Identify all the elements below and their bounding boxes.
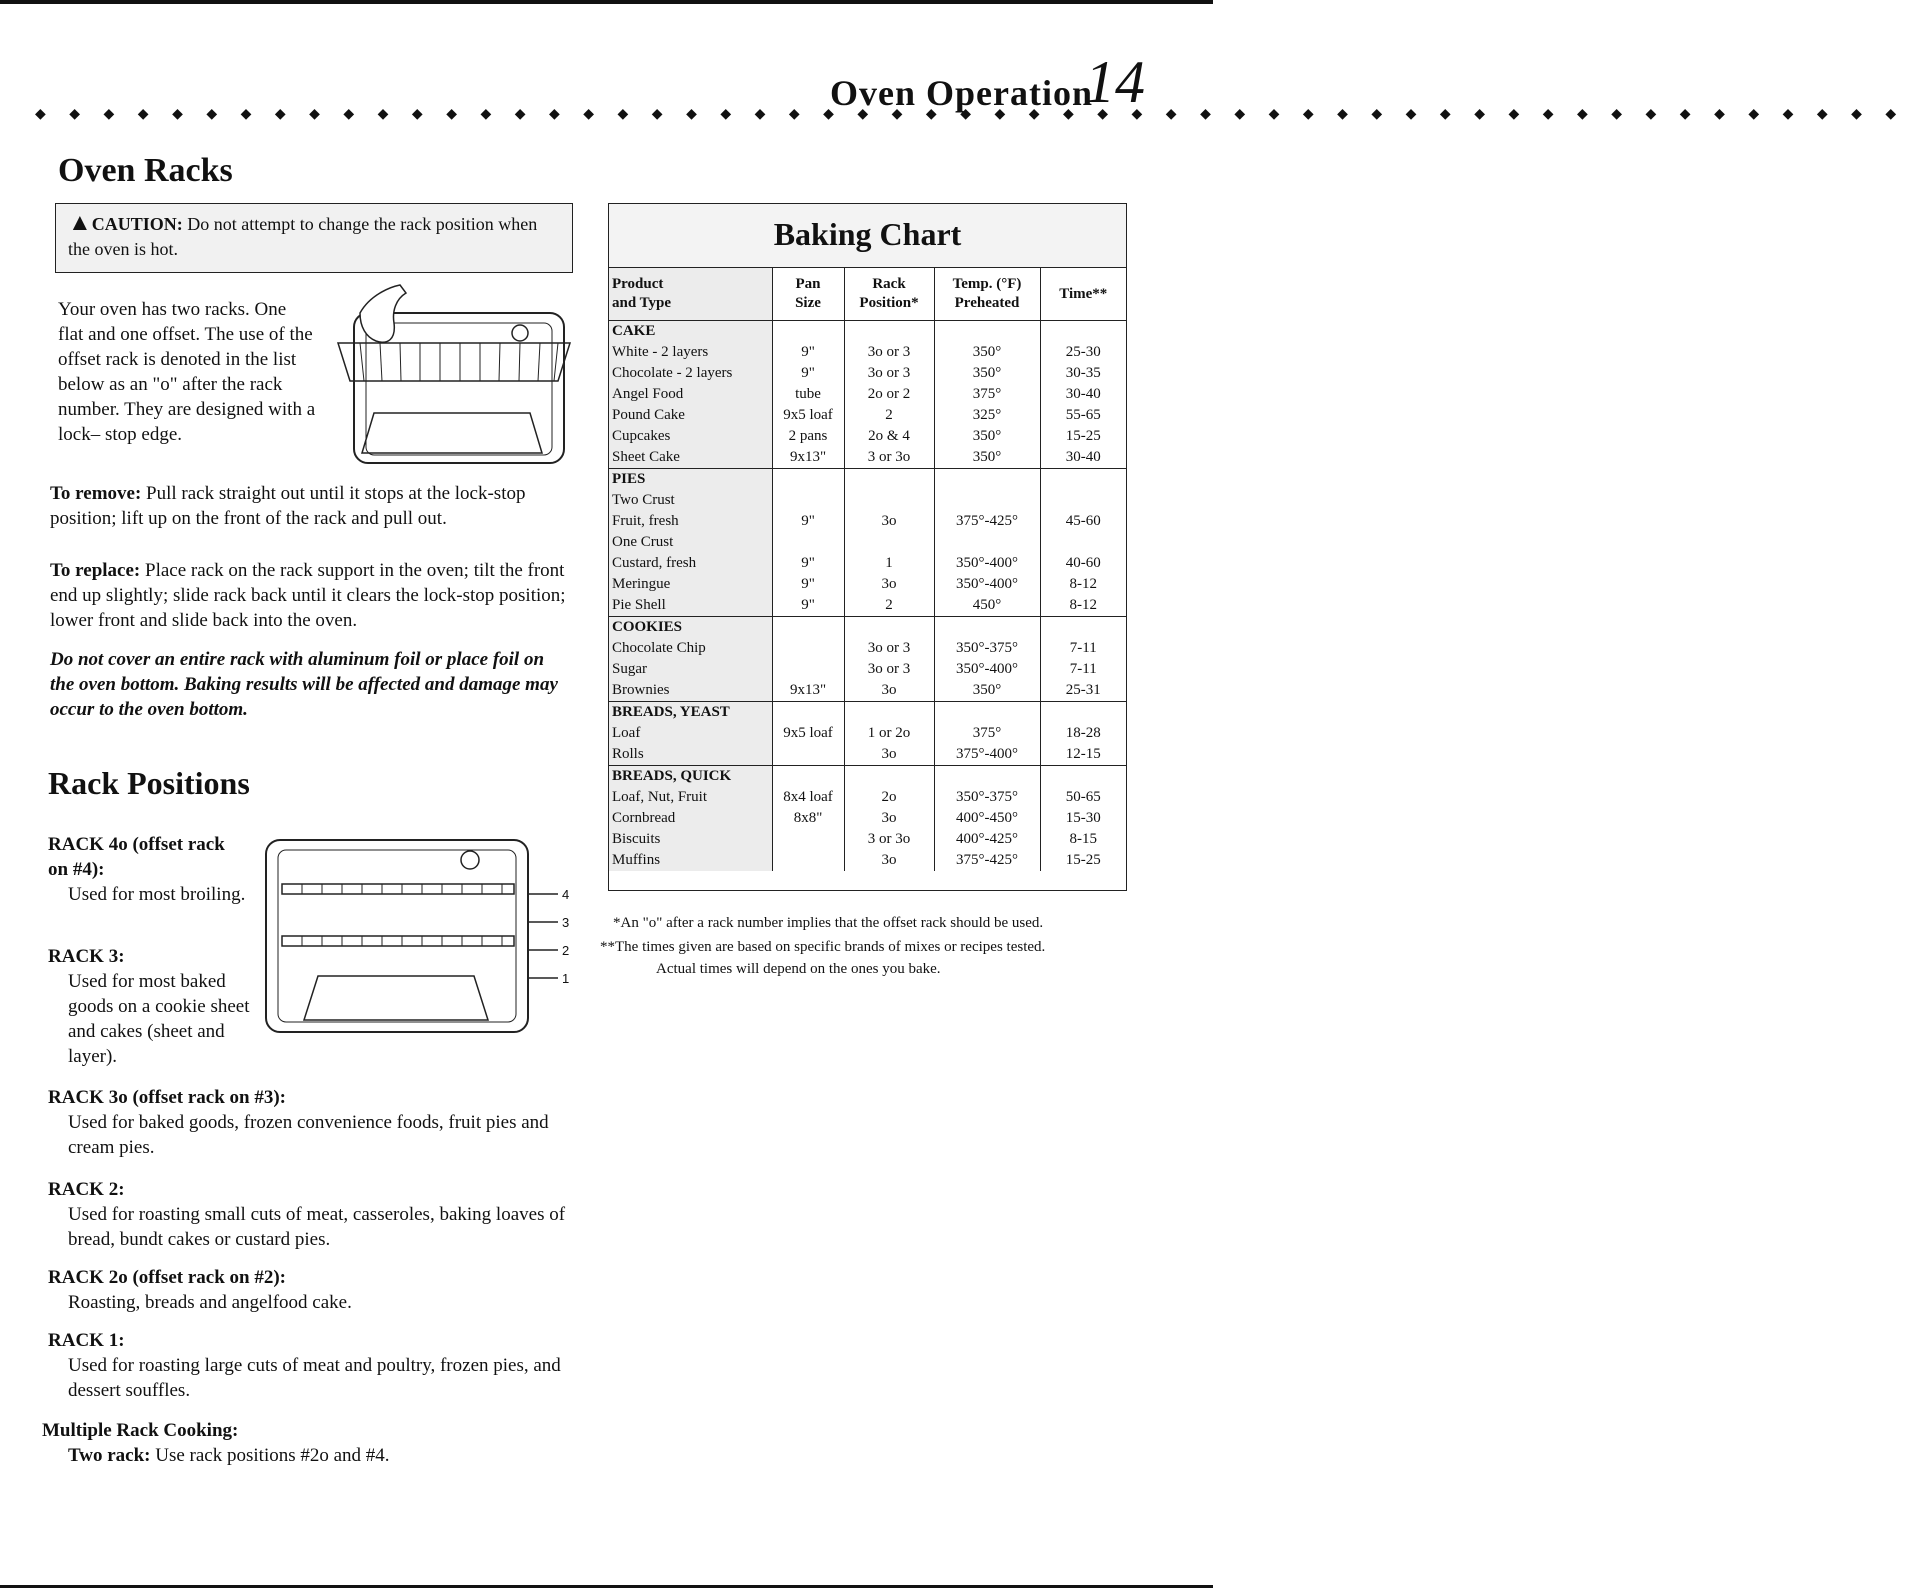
cell-product: Sugar [609,659,772,680]
cell-pan: 9" [772,511,844,532]
rack-positions-heading: Rack Positions [48,765,250,801]
cell-pan [772,321,844,343]
cell-product: Custard, fresh [609,553,772,574]
cell-product: Cornbread [609,808,772,829]
cell-product: Meringue [609,574,772,595]
page-header [35,49,1906,132]
cell-product: Cupcakes [609,426,772,447]
cell-product: Two Crust [609,490,772,511]
cell-rack: 3o or 3 [844,638,934,659]
cell-rack: 3o [844,511,934,532]
cell-temp: 350°-375° [934,787,1040,808]
col-product: Product and Type [609,268,772,321]
col-pan-size: Pan Size [772,268,844,321]
footnote-actual: Actual times will depend on the ones you bake. [656,961,941,977]
oven-racks-heading: Oven Racks [58,152,233,189]
footnote-offset: *An "o" after a rack number implies that the offset rack should be used. [613,915,1044,931]
replace-instructions [50,558,572,633]
cell-pan [772,532,844,553]
table-row [609,723,1126,744]
page-number: 14 [1085,49,1145,115]
cell-pan [772,490,844,511]
table-row [609,574,1126,595]
rack-1-title: RACK 1: [48,1330,125,1351]
cell-time: 55-65 [1040,405,1126,426]
cell-product: Pound Cake [609,405,772,426]
cell-temp: 350° [934,426,1040,447]
cell-rack: 3 or 3o [844,829,934,850]
cell-rack: 1 [844,553,934,574]
cell-pan [772,850,844,871]
cell-time: 30-40 [1040,447,1126,469]
rack-2o-entry [48,1265,568,1315]
cell-temp: 350°-400° [934,574,1040,595]
cell-pan: 9" [772,595,844,617]
cell-pan [772,702,844,724]
cell-rack: 3o [844,808,934,829]
cell-time [1040,532,1126,553]
cell-time [1040,766,1126,788]
cell-pan: 9" [772,342,844,363]
cell-rack [844,532,934,553]
cell-temp: 350° [934,363,1040,384]
cell-temp: 375°-425° [934,850,1040,871]
rack-3o-text: Used for baked goods, frozen convenience foods, fruit pies and cream pies. [68,1112,549,1158]
cell-pan [772,766,844,788]
cell-rack: 2 [844,595,934,617]
table-row [609,447,1126,469]
table-row [609,617,1126,639]
cell-temp: 350° [934,342,1040,363]
cell-rack: 1 or 2o [844,723,934,744]
table-row [609,321,1126,343]
cell-time: 50-65 [1040,787,1126,808]
replace-label: To replace: [50,560,141,581]
table-row [609,426,1126,447]
table-row [609,702,1126,724]
caution-text: Do not attempt to change the rack position when the oven is hot. [68,214,538,259]
two-rack-text: Use rack positions #2o and #4. [150,1445,390,1466]
cell-time: 8-12 [1040,574,1126,595]
remove-label: To remove: [50,483,142,504]
rack-3-text: Used for most baked goods on a cookie sheet and cakes (sheet and layer). [68,971,250,1067]
cell-temp [934,469,1040,491]
cell-temp: 400°-450° [934,808,1040,829]
cell-time: 25-31 [1040,680,1126,702]
cell-rack: 3o or 3 [844,363,934,384]
rack-label-3: 3 [562,915,570,930]
cell-pan [772,744,844,766]
rack-3o-entry [48,1085,568,1160]
cell-time [1040,702,1126,724]
rack-3o-title: RACK 3o (offset rack on #3): [48,1087,286,1108]
cell-rack: 3o or 3 [844,342,934,363]
table-row [609,384,1126,405]
rack-4o-entry [48,832,248,907]
cell-rack: 3 or 3o [844,447,934,469]
cell-rack: 3o or 3 [844,659,934,680]
table-row [609,850,1126,871]
rack-4o-title: RACK 4o (offset rack on #4): [48,834,225,880]
rack-label-2: 2 [562,943,570,958]
table-row [609,342,1126,363]
cell-rack [844,321,934,343]
cell-time: 15-25 [1040,426,1126,447]
cell-temp: 350°-400° [934,553,1040,574]
racks-intro: Your oven has two racks. One flat and one offset. The use of the offset rack is denoted in the list below as an "o" after the rack number. They are designed with a lock– stop edge. [58,299,316,445]
cell-temp [934,321,1040,343]
cell-temp: 375° [934,723,1040,744]
cell-pan: 9x13" [772,447,844,469]
table-row [609,638,1126,659]
baking-chart-title: Baking Chart [609,204,1126,268]
cell-rack [844,490,934,511]
cell-temp: 350°-375° [934,638,1040,659]
top-border [0,0,1213,4]
table-row [609,787,1126,808]
cell-time [1040,321,1126,343]
cell-product: BREADS, YEAST [609,702,772,724]
cell-temp: 450° [934,595,1040,617]
rack-label-4: 4 [562,887,570,902]
two-rack-label: Two rack: [68,1445,151,1466]
cell-product: Chocolate Chip [609,638,772,659]
rack-2-entry [48,1177,568,1252]
cell-temp: 375°-400° [934,744,1040,766]
cell-rack: 2 [844,405,934,426]
cell-time: 15-30 [1040,808,1126,829]
cell-pan: 9" [772,553,844,574]
cell-pan [772,829,844,850]
cell-temp [934,766,1040,788]
cell-pan: 8x8" [772,808,844,829]
rack-1-text: Used for roasting large cuts of meat and poultry, frozen pies, and dessert souffles. [68,1355,561,1401]
rack-2o-text: Roasting, breads and angelfood cake. [68,1292,352,1313]
cell-rack [844,702,934,724]
cell-pan: 9x5 loaf [772,723,844,744]
cell-time [1040,469,1126,491]
table-row [609,511,1126,532]
table-row [609,363,1126,384]
table-row [609,744,1126,766]
section-title: Oven Operation [830,73,1093,113]
table-row [609,405,1126,426]
multiple-rack-title: Multiple Rack Cooking: [42,1420,239,1441]
baking-chart-table [609,268,1126,871]
foil-warning: Do not cover an entire rack with aluminum foil or place foil on the oven bottom. Baking results will be affected and damage may occur to the oven bottom. [50,649,558,720]
cell-pan: tube [772,384,844,405]
rack-4o-text: Used for most broiling. [68,884,246,905]
cell-product: Pie Shell [609,595,772,617]
table-row [609,595,1126,617]
table-row [609,553,1126,574]
rack-1-entry [48,1328,568,1403]
cell-product: Chocolate - 2 layers [609,363,772,384]
cell-temp [934,490,1040,511]
table-row [609,469,1126,491]
rack-label-1: 1 [562,971,570,986]
cell-pan: 8x4 loaf [772,787,844,808]
rack-2-title: RACK 2: [48,1179,125,1200]
cell-product: CAKE [609,321,772,343]
cell-product: Rolls [609,744,772,766]
cell-pan [772,469,844,491]
cell-time: 45-60 [1040,511,1126,532]
cell-rack [844,469,934,491]
cell-rack: 2o [844,787,934,808]
cell-temp: 400°-425° [934,829,1040,850]
cell-product: One Crust [609,532,772,553]
cell-product: Muffins [609,850,772,871]
cell-time: 30-35 [1040,363,1126,384]
footnote-times: **The times given are based on specific brands of mixes or recipes tested. [600,939,1046,955]
cell-rack: 2o or 2 [844,384,934,405]
cell-pan: 9x5 loaf [772,405,844,426]
cell-time: 8-12 [1040,595,1126,617]
oven-rack-illustration [330,283,578,469]
col-time: Time** [1040,268,1126,321]
cell-product: White - 2 layers [609,342,772,363]
replace-text: Place rack on the rack support in the oven; tilt the front end up slightly; slide rack back until it clears the lock-stop position; lower front and slide back into the oven. [50,560,566,631]
cell-rack: 3o [844,744,934,766]
cell-pan: 9" [772,363,844,384]
remove-text: Pull rack straight out until it stops at the lock-stop position; lift up on the front of the rack and pull out. [50,483,526,529]
cell-temp: 350°-400° [934,659,1040,680]
cell-time: 30-40 [1040,384,1126,405]
multiple-rack-entry [42,1418,562,1468]
table-row [609,490,1126,511]
cell-rack: 3o [844,680,934,702]
cell-time [1040,490,1126,511]
cell-pan [772,638,844,659]
caution-label: CAUTION: [91,214,183,234]
cell-temp: 375° [934,384,1040,405]
cell-temp [934,532,1040,553]
table-row [609,680,1126,702]
cell-time: 15-25 [1040,850,1126,871]
table-row [609,659,1126,680]
cell-time: 18-28 [1040,723,1126,744]
rack-3-entry [48,944,253,1069]
cell-temp: 325° [934,405,1040,426]
cell-temp [934,702,1040,724]
remove-instructions [50,481,572,531]
cell-time [1040,617,1126,639]
diamond-rule: ◆ ◆ ◆ ◆ ◆ ◆ ◆ ◆ ◆ ◆ ◆ ◆ ◆ ◆ ◆ ◆ ◆ ◆ ◆ ◆ ◆ ◆ ◆ ◆ ◆ ◆ ◆ ◆ ◆ ◆ ◆ ◆ ◆ ◆ ◆ ◆ ◆ ◆ ◆ ◆ ◆ ◆ ◆ ◆ ◆ ◆ ◆ ◆ ◆ ◆ ◆ ◆ ◆ ◆ ◆ [35,107,1906,122]
rack-positions-diagram [262,836,582,1036]
cell-pan [772,617,844,639]
cell-rack [844,617,934,639]
rack-3-title: RACK 3: [48,946,125,967]
cell-time: 7-11 [1040,638,1126,659]
table-row [609,532,1126,553]
cell-time: 8-15 [1040,829,1126,850]
baking-chart [608,203,1127,891]
table-header-row [609,268,1126,321]
table-row [609,766,1126,788]
cell-product: Fruit, fresh [609,511,772,532]
cell-time: 7-11 [1040,659,1126,680]
multiple-rack-text [42,1443,562,1468]
cell-product: COOKIES [609,617,772,639]
cell-product: PIES [609,469,772,491]
cell-product: Sheet Cake [609,447,772,469]
cell-rack: 3o [844,574,934,595]
cell-pan: 2 pans [772,426,844,447]
table-row [609,808,1126,829]
cell-product: BREADS, QUICK [609,766,772,788]
cell-rack: 2o & 4 [844,426,934,447]
cell-pan: 9" [772,574,844,595]
cell-product: Biscuits [609,829,772,850]
rack-2-text: Used for roasting small cuts of meat, casseroles, baking loaves of bread, bundt cakes or custard pies. [68,1204,566,1250]
cell-product: Angel Food [609,384,772,405]
cell-product: Brownies [609,680,772,702]
cell-product: Loaf, Nut, Fruit [609,787,772,808]
cell-pan: 9x13" [772,680,844,702]
cell-rack [844,766,934,788]
col-rack-position: Rack Position* [844,268,934,321]
table-row [609,829,1126,850]
bottom-border [0,1585,1213,1588]
warning-triangle-icon: ▲ [68,210,92,236]
cell-time: 12-15 [1040,744,1126,766]
cell-temp: 350° [934,447,1040,469]
cell-pan [772,659,844,680]
rack-2o-title: RACK 2o (offset rack on #2): [48,1267,286,1288]
cell-temp: 375°-425° [934,511,1040,532]
cell-temp: 350° [934,680,1040,702]
cell-time: 40-60 [1040,553,1126,574]
col-temp: Temp. (°F) Preheated [934,268,1040,321]
cell-product: Loaf [609,723,772,744]
cell-temp [934,617,1040,639]
cell-rack: 3o [844,850,934,871]
caution-box [55,203,573,273]
cell-time: 25-30 [1040,342,1126,363]
